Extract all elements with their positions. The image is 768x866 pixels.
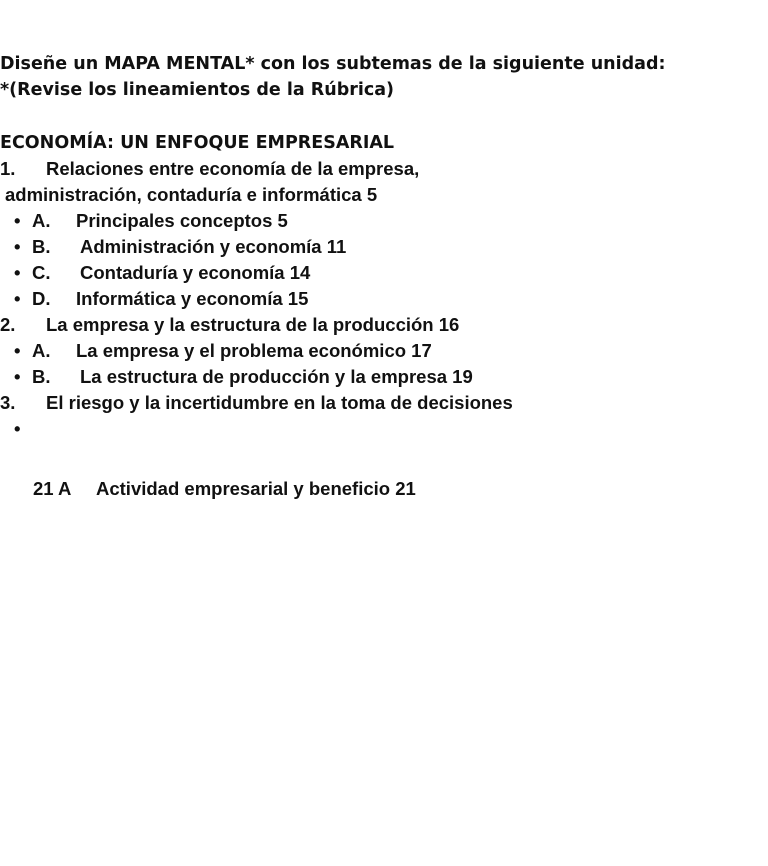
list-item: • B. La estructura de producción y la empresa 19 — [14, 364, 473, 390]
section-3-heading — [0, 390, 513, 416]
list-item-continuation — [33, 476, 416, 502]
bullet: • — [14, 236, 21, 257]
bullet: • — [14, 418, 21, 439]
section-1-heading-cont: administración, contaduría e informática 5 — [5, 184, 378, 205]
list-item: • A. La empresa y el problema económico 17 — [14, 338, 432, 364]
section-number: 2. — [0, 314, 16, 335]
section-title: El riesgo y la incertidumbre en la toma de decisiones — [46, 392, 513, 413]
list-item — [14, 416, 32, 442]
list-item: • A. Principales conceptos 5 — [14, 208, 288, 234]
item-text: Actividad empresarial y beneficio 21 — [96, 478, 416, 499]
item-label: 21 A — [33, 478, 72, 499]
rubric-note: *(Revise los lineamientos de la Rúbrica) — [0, 80, 395, 100]
bullet: • — [14, 366, 21, 387]
bullet: • — [14, 210, 21, 231]
section-2-heading — [0, 312, 459, 338]
section-number: 3. — [0, 392, 16, 413]
list-item: • B. Administración y economía 11 — [14, 234, 346, 260]
section-title: Relaciones entre economía de la empresa, — [46, 158, 420, 179]
bullet: • — [14, 288, 21, 309]
instruction-line: Diseñe un MAPA MENTAL* con los subtemas de la siguiente unidad: — [0, 54, 666, 74]
section-title: La empresa y la estructura de la producción 16 — [46, 314, 460, 335]
section-1-heading — [0, 156, 419, 182]
list-item: • C. Contaduría y economía 14 — [14, 260, 310, 286]
section-number: 1. — [0, 158, 16, 179]
bullet: • — [14, 340, 21, 361]
unit-title: ECONOMÍA: UN ENFOQUE EMPRESARIAL — [0, 133, 395, 153]
list-item: • D. Informática y economía 15 — [14, 286, 308, 312]
bullet: • — [14, 262, 21, 283]
